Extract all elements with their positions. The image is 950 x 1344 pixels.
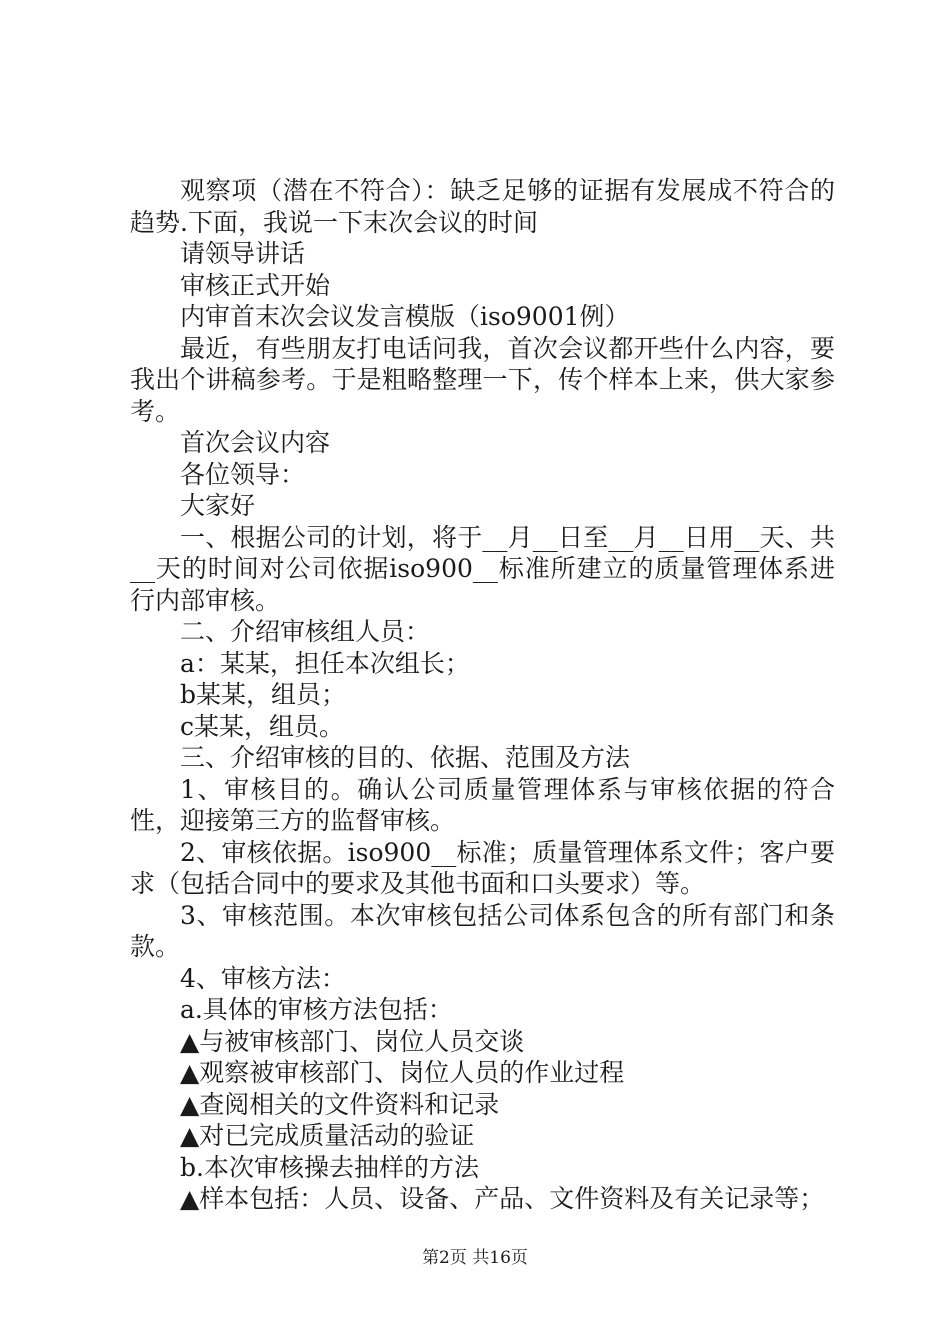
paragraph: 审核正式开始 xyxy=(180,270,331,300)
paragraph: b某某，组员； xyxy=(180,680,347,709)
paragraph: ▲查阅相关的文件资料和记录 xyxy=(180,1089,500,1119)
paragraph: 大家好 xyxy=(180,491,256,520)
paragraph: 请领导讲话 xyxy=(180,239,306,268)
paragraph: 一、根据公司的计划，将于__月__日至__月__日用__天、共__天的时间对公司依据iso900__标准所建立的质量管理体系进行内部审核。 xyxy=(130,522,835,615)
paragraph: ▲样本包括：人员、设备、产品、文件资料及有关记录等； xyxy=(180,1184,825,1213)
paragraph: 3、审核范围。本次审核包括公司体系包含的所有部门和条款。 xyxy=(130,900,835,961)
paragraph: ▲观察被审核部门、岗位人员的作业过程 xyxy=(180,1058,625,1087)
paragraph: 各位领导： xyxy=(180,459,306,489)
paragraph: 首次会议内容 xyxy=(180,428,331,457)
paragraph: ▲与被审核部门、岗位人员交谈 xyxy=(180,1026,525,1056)
paragraph: b.本次审核操去抽样的方法 xyxy=(180,1152,479,1182)
paragraph: 三、介绍审核的目的、依据、范围及方法 xyxy=(180,743,631,772)
paragraph: 内审首末次会议发言模版（iso9001例） xyxy=(180,302,630,331)
paragraph: 二、介绍审核组人员： xyxy=(180,617,431,646)
paragraph: 2、审核依据。iso900__标准；质量管理体系文件；客户要求（包括合同中的要求及其他书面和口头要求）等。 xyxy=(130,837,835,898)
paragraph: 观察项（潜在不符合）：缺乏足够的证据有发展成不符合的趋势.下面，我说一下末次会议的时间 xyxy=(130,176,835,237)
paragraph: a：某某，担任本次组长； xyxy=(180,648,470,678)
paragraph: 1、审核目的。确认公司质量管理体系与审核依据的符合性，迎接第三方的监督审核。 xyxy=(130,774,835,835)
page-number-footer: 第2页 共16页 xyxy=(422,1248,528,1268)
document-body xyxy=(130,175,835,1215)
paragraph: 4、审核方法： xyxy=(180,963,346,993)
paragraph: c某某，组员。 xyxy=(180,711,345,741)
paragraph: ▲对已完成质量活动的验证 xyxy=(180,1121,475,1150)
paragraph: 最近，有些朋友打电话问我，首次会议都开些什么内容，要我出个讲稿参考。于是粗略整理一下，传个样本上来，供大家参考。 xyxy=(130,333,835,426)
paragraph: a.具体的审核方法包括： xyxy=(180,995,453,1024)
